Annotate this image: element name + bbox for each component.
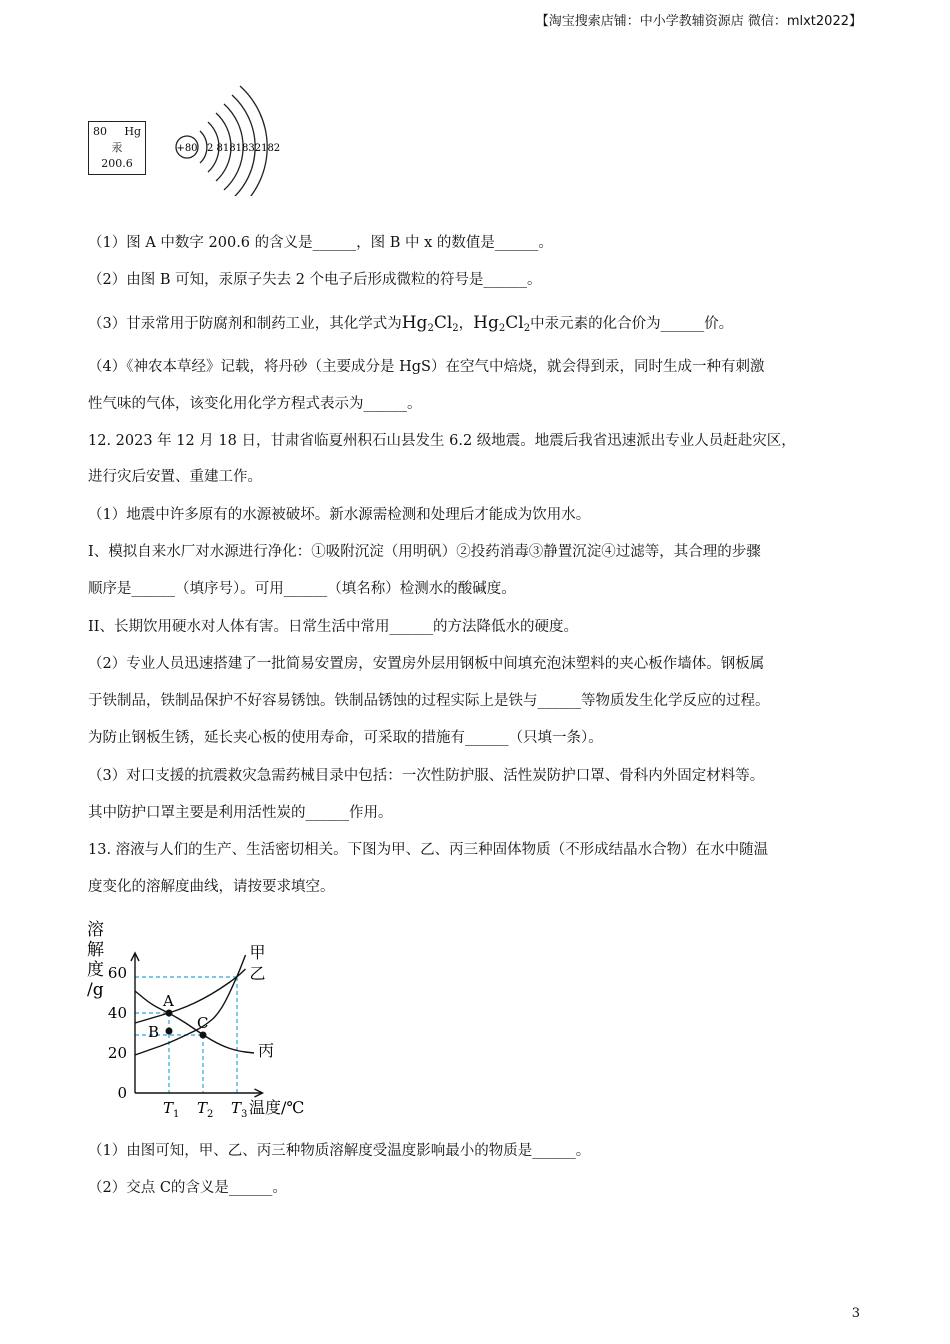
q11-part3: （3）甘汞常用于防腐剂和制药工业，其化学式为$Hg_2Cl_2$，$Hg_2Cl_2$中汞元素的化合价为______价。 bbox=[88, 313, 734, 334]
page-header: 【淘宝搜索店铺：中小学教辅资源店 微信：mlxt2022】 bbox=[535, 14, 862, 29]
q12-line8: 于铁制品，铁制品保护不好容易锈蚀。铁制品锈蚀的过程实际上是铁与______等物质发生化学反应的过程。 bbox=[88, 693, 770, 709]
q13-line1: 13. 溶液与人们的生产、生活密切相关。下图为甲、乙、丙三种固体物质（不形成结晶水合物）在水中随温 bbox=[88, 842, 769, 858]
point-label: C bbox=[197, 1014, 209, 1032]
ylabel-char: 溶 bbox=[87, 920, 104, 940]
element-symbol: Hg bbox=[124, 125, 141, 138]
series-label: 甲 bbox=[249, 943, 266, 962]
x-tick-label: T bbox=[231, 1099, 242, 1117]
chart-series bbox=[135, 943, 274, 1060]
point-label: A bbox=[163, 992, 174, 1010]
x-tick-label: T bbox=[197, 1099, 208, 1117]
solubility-chart bbox=[85, 915, 365, 1120]
x-tick-label: T bbox=[163, 1099, 174, 1117]
x-tick-subscript: 1 bbox=[173, 1109, 180, 1120]
q12-line7: （2）专业人员迅速搭建了一批简易安置房，安置房外层用钢板中间填充泡沫塑料的夹心板作墙体。钢板属 bbox=[88, 656, 765, 672]
series-label: 乙 bbox=[249, 964, 266, 983]
y-tick-label: 0 bbox=[117, 1084, 127, 1102]
q11-part3-text-a: （3）甘汞常用于防腐剂和制药工业，其化学式为 bbox=[88, 316, 402, 332]
data-point bbox=[166, 1028, 173, 1035]
q11-part1: （1）图 A 中数字 200.6 的含义是______，图 B 中 x 的数值是______。 bbox=[88, 235, 553, 251]
q12-line1: 12. 2023 年 12 月 18 日，甘肃省临夏州积石山县发生 6.2 级地震。地震后我省迅速派出专业人员赶赴灾区， bbox=[88, 433, 796, 449]
q11-part3-text-b: 中汞元素的化合价为______价。 bbox=[530, 316, 734, 332]
q12-line5: 顺序是______（填序号）。可用______（填名称）检测水的酸碱度。 bbox=[88, 581, 516, 597]
q13-question2: （2）交点 C的含义是______。 bbox=[88, 1180, 287, 1196]
ylabel-char: 解 bbox=[87, 940, 104, 960]
ylabel-char: /g bbox=[87, 980, 104, 1000]
element-name: 汞 bbox=[111, 141, 123, 154]
chart-ylabel bbox=[87, 920, 104, 1000]
atom-structure-diagram bbox=[170, 76, 300, 196]
nucleus-charge: +80 bbox=[176, 143, 198, 154]
q13-line2: 度变化的溶解度曲线，请按要求填空。 bbox=[88, 879, 335, 895]
page-number: 3 bbox=[851, 1306, 860, 1321]
formula-1: $Hg_2Cl_2$ bbox=[401, 313, 459, 334]
y-tick-label: 60 bbox=[107, 964, 127, 982]
q12-line6: II、长期饮用硬水对人体有害。日常生活中常用______的方法降低水的硬度。 bbox=[88, 619, 578, 635]
data-point bbox=[200, 1032, 207, 1039]
q12-line2: 进行灾后安置、重建工作。 bbox=[88, 469, 262, 485]
q12-line10: （3）对口支援的抗震救灾急需药械目录中包括：一次性防护服、活性炭防护口罩、骨科内外固定材料等。 bbox=[88, 768, 765, 784]
q13-question1: （1）由图可知，甲、乙、丙三种物质溶解度受温度影响最小的物质是______。 bbox=[88, 1143, 591, 1159]
q12-line9: 为防止钢板生锈，延长夹心板的使用寿命，可采取的措施有______（只填一条）。 bbox=[88, 730, 603, 746]
x-tick-subscript: 3 bbox=[241, 1109, 248, 1120]
q11-part2: （2）由图 B 可知，汞原子失去 2 个电子后形成微粒的符号是______。 bbox=[88, 272, 542, 288]
atomic-mass: 200.6 bbox=[101, 157, 133, 170]
q12-line3: （1）地震中许多原有的水源被破坏。新水源需检测和处理后才能成为饮用水。 bbox=[88, 507, 591, 523]
electron-shells bbox=[200, 86, 267, 196]
q12-line4: I、模拟自来水厂对水源进行净化：①吸附沉淀（用明矾）②投药消毒③静置沉淀④过滤等，其合理的步骤 bbox=[88, 544, 761, 560]
x-axis-label: 温度/℃ bbox=[249, 1098, 305, 1117]
y-tick-label: 20 bbox=[107, 1044, 127, 1062]
data-point bbox=[166, 1010, 173, 1017]
chart-ticks bbox=[108, 964, 304, 1120]
x-tick-subscript: 2 bbox=[207, 1109, 214, 1120]
electron-counts: 2 8181832182 bbox=[207, 143, 281, 154]
q12-line11: 其中防护口罩主要是利用活性炭的______作用。 bbox=[88, 805, 393, 821]
formula-2: $Hg_2Cl_2$ bbox=[473, 313, 531, 334]
y-tick-label: 40 bbox=[107, 1004, 127, 1022]
point-label: B bbox=[148, 1023, 160, 1041]
q11-part4b: 性气味的气体，该变化用化学方程式表示为______。 bbox=[88, 396, 422, 412]
series-line bbox=[135, 991, 254, 1053]
q11-part4a: （4）《神农本草经》记载，将丹砂（主要成分是 HgS）在空气中焙烧，就会得到汞，同时生成一种有刺激 bbox=[88, 359, 765, 375]
element-card bbox=[88, 121, 146, 175]
ylabel-char: 度 bbox=[87, 960, 104, 980]
atomic-number: 80 bbox=[93, 125, 107, 138]
series-label: 丙 bbox=[258, 1041, 275, 1060]
